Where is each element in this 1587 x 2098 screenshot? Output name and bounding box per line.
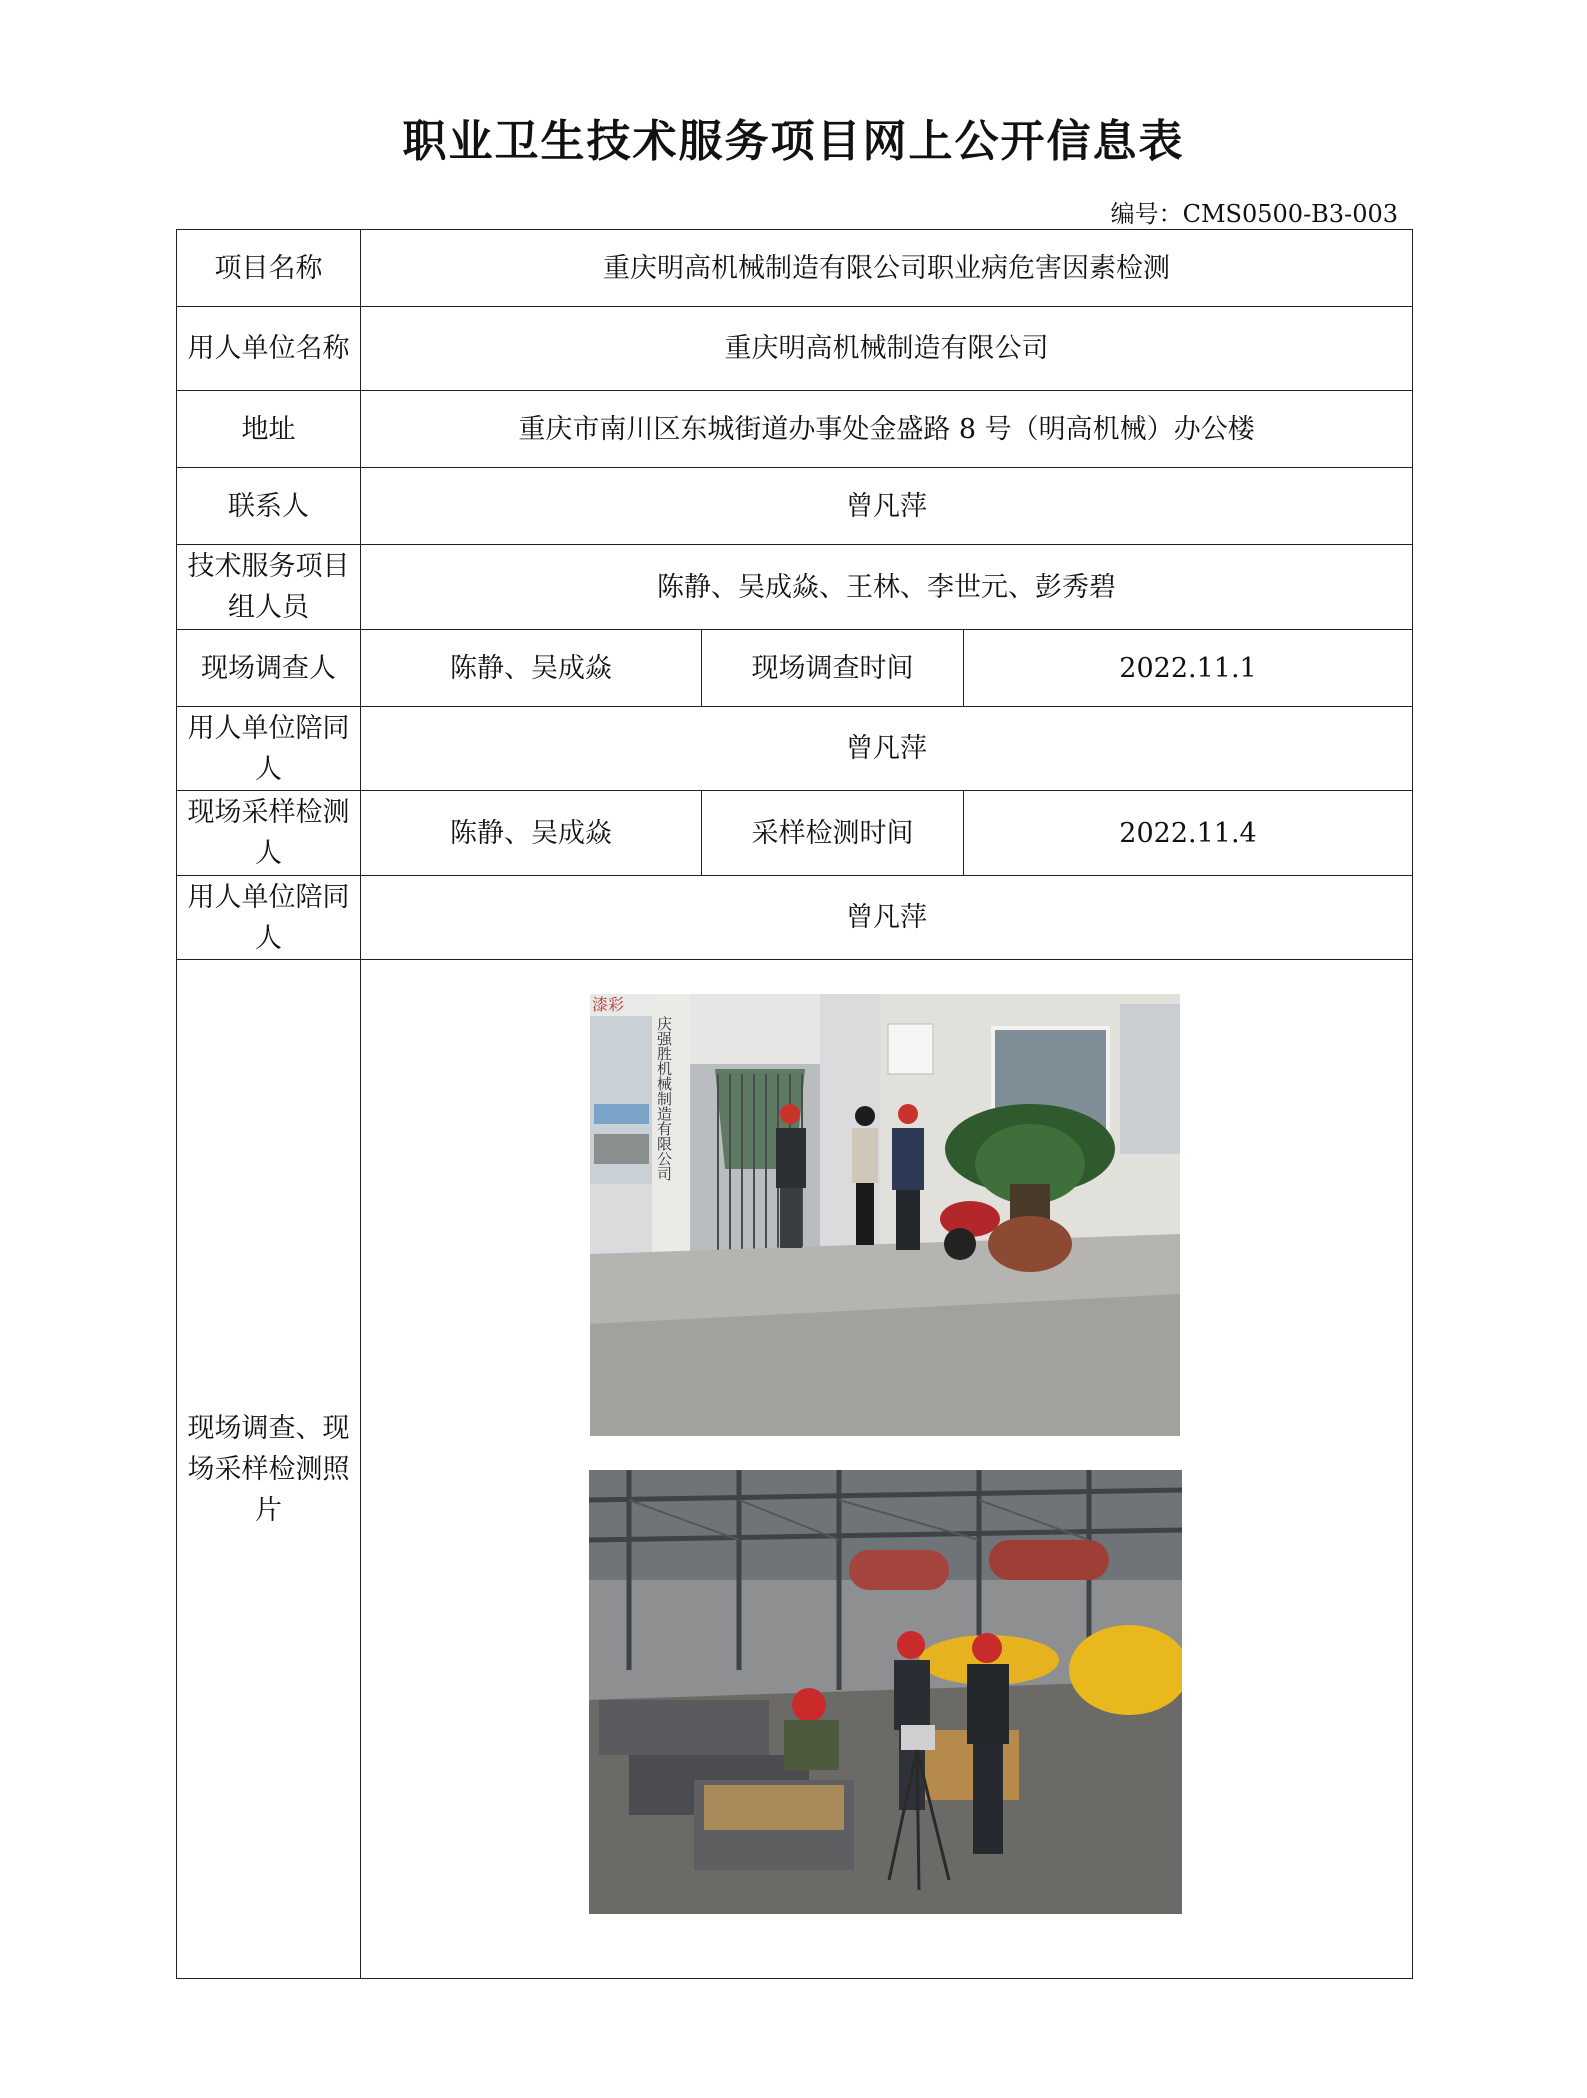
contact-label: 联系人: [177, 468, 361, 545]
address-value: 重庆市南川区东城街道办事处金盛路 8 号（明高机械）办公楼: [361, 391, 1413, 468]
row-team: [177, 545, 1413, 630]
row-contact: [177, 468, 1413, 545]
row-survey: [177, 630, 1413, 707]
company-sign: 庆强胜机械制造有限公司: [655, 1016, 673, 1181]
sampling-photo: [589, 1470, 1182, 1914]
row-survey-escort: [177, 707, 1413, 791]
page-title: 职业卫生技术服务项目网上公开信息表: [402, 116, 1185, 167]
row-photos: [177, 960, 1413, 1979]
row-address: [177, 391, 1413, 468]
survey-time-value: 2022.11.1: [964, 630, 1413, 707]
sampling-value: 陈静、吴成焱: [361, 791, 702, 876]
contact-value: 曾凡萍: [361, 468, 1413, 545]
project-name-label: 项目名称: [177, 230, 361, 307]
sampling-time-label: 采样检测时间: [702, 791, 964, 876]
survey-time-label: 现场调查时间: [702, 630, 964, 707]
sampling-escort-value: 曾凡萍: [361, 876, 1413, 960]
photos-label: 现场调查、现场采样检测照片: [177, 960, 361, 1979]
row-sampling-escort: [177, 876, 1413, 960]
sampling-label: 现场采样检测人: [177, 791, 361, 876]
banner-text: 漆彩: [592, 995, 625, 1014]
employer-label: 用人单位名称: [177, 307, 361, 391]
sampling-escort-label: 用人单位陪同人: [177, 876, 361, 960]
team-label: 技术服务项目组人员: [177, 545, 361, 630]
survey-escort-label: 用人单位陪同人: [177, 707, 361, 791]
info-table: [176, 229, 1413, 1979]
sampling-photo-image: [589, 1470, 1182, 1914]
site-survey-photo: [590, 994, 1180, 1436]
survey-escort-value: 曾凡萍: [361, 707, 1413, 791]
row-project-name: [177, 230, 1413, 307]
employer-value: 重庆明高机械制造有限公司: [361, 307, 1413, 391]
document-number: 编号：CMS0500-B3-003: [1110, 200, 1398, 228]
survey-value: 陈静、吴成焱: [361, 630, 702, 707]
sampling-time-value: 2022.11.4: [964, 791, 1413, 876]
address-label: 地址: [177, 391, 361, 468]
survey-label: 现场调查人: [177, 630, 361, 707]
project-name-value: 重庆明高机械制造有限公司职业病危害因素检测: [361, 230, 1413, 307]
photos-area: [361, 960, 1412, 1978]
team-value: 陈静、吴成焱、王林、李世元、彭秀碧: [361, 545, 1413, 630]
site-survey-photo-image: [590, 994, 1180, 1436]
row-employer: [177, 307, 1413, 391]
row-sampling: [177, 791, 1413, 876]
